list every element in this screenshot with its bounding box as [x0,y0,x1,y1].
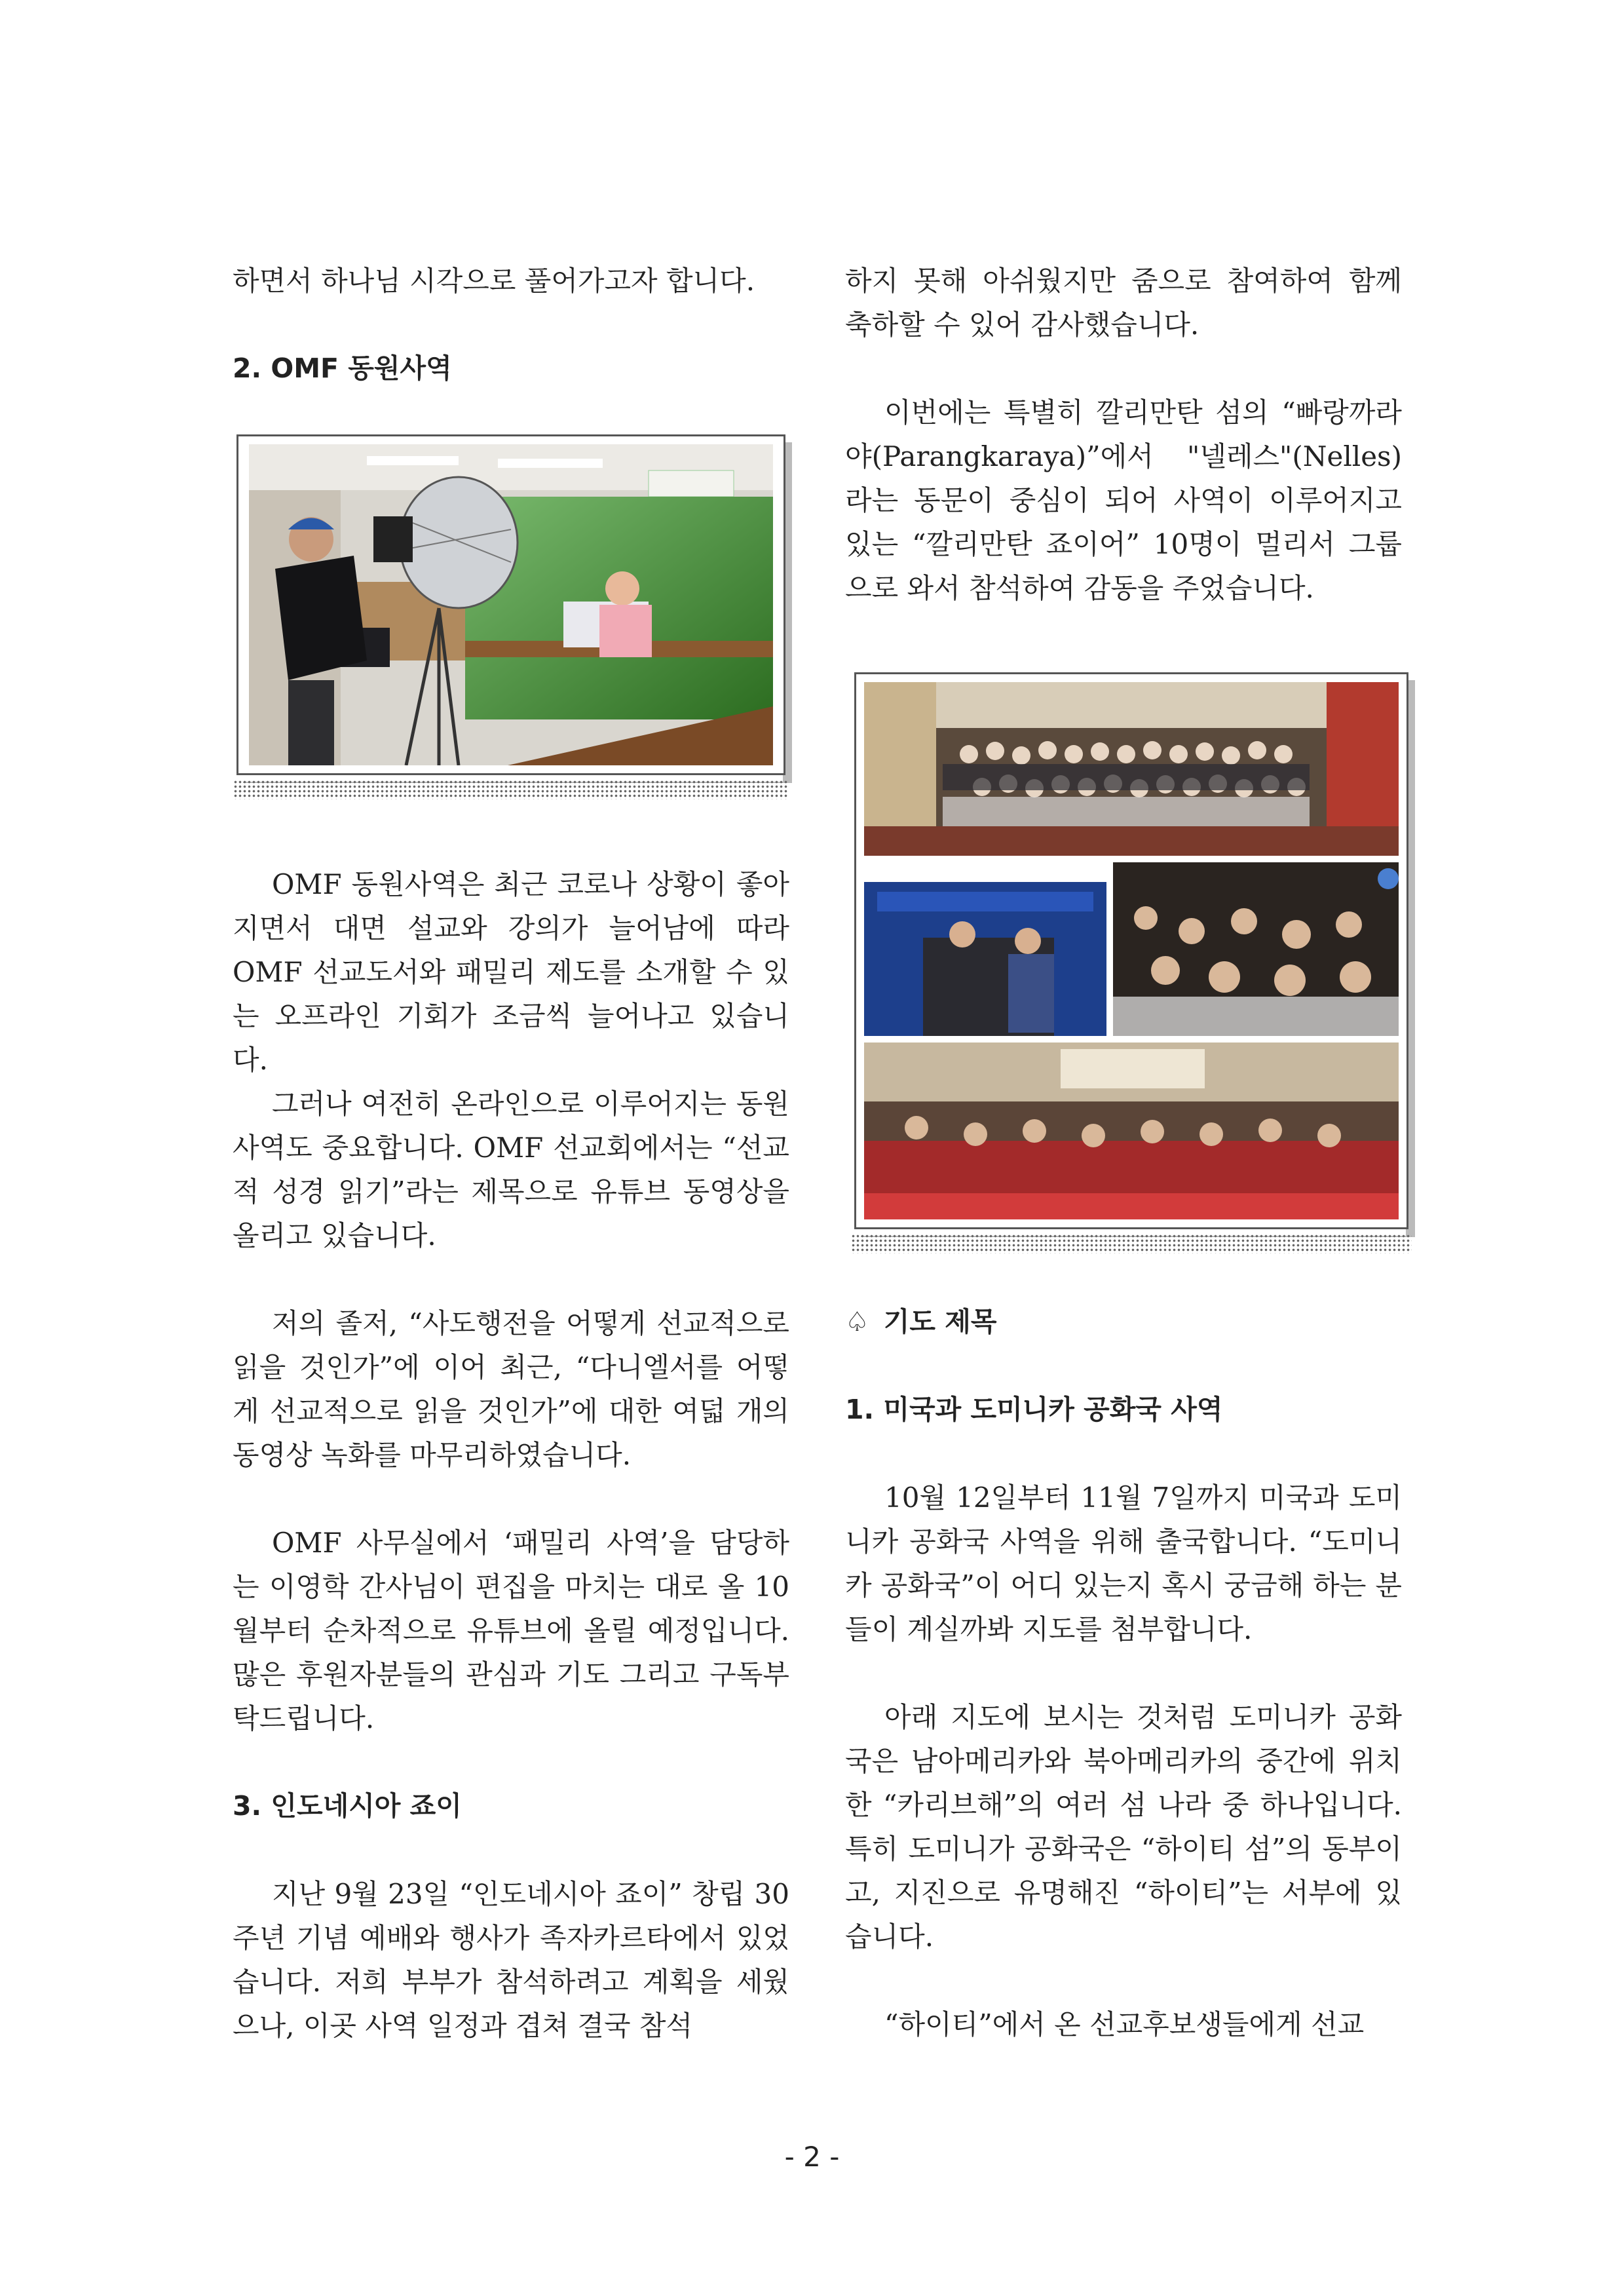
continued-paragraph: 하지 못해 아쉬웠지만 줌으로 참여하여 함께 축하할 수 있어 감사했습니다. [845,265,1402,341]
book-paragraph: 저의 졸저, “사도행전을 어떻게 선교적으로 읽을 것인가”에 이어 최근, “다니엘서를 어떻게 선교적으로 읽을 것인가”에 대한 여덟 개의 동영상 녹화를 마무리하였습니다. [233,1307,789,1471]
kalimantan-paragraph: 이번에는 특별히 깔리만탄 섬의 “빠랑까라야(Parangkaraya)”에서 "넬레스"(Nelles)라는 동문이 중심이 되어 사역이 이루어지고 있는 “깔리만탄 죠이어” 10명이 멀리서 그룹으로 와서 참석하여 감동을 주었습니다. [845,396,1402,604]
bell-icon: ♤ [845,1306,869,1337]
photo-dotted-border [233,780,789,799]
joy-anniversary-collage [854,672,1408,1229]
prayer-heading [845,1300,1402,1344]
intro-paragraph: 하면서 하나님 시각으로 풀어가고자 합니다. [233,265,755,297]
haiti-paragraph: “하이티”에서 온 선교후보생들에게 선교 [884,2008,1365,2040]
omf-paragraph-2: 그러나 여전히 온라인으로 이루어지는 동원사역도 중요합니다. OMF 선교회에서는 “선교적 성경 읽기”라는 제목으로 유튜브 동영상을 올리고 있습니다. [233,1088,789,1252]
indonesia-paragraph: 지난 9월 23일 “인도네시아 죠이” 창립 30주년 기념 예배와 행사가 족자카르타에서 있었습니다. 저희 부부가 참석하려고 계획을 세웠으나, 이곳 사역 일정과 겹쳐 결국 참석 [233,1878,789,2042]
studio-recording-image [249,444,773,765]
trip-paragraph: 10월 12일부터 11월 7일까지 미국과 도미니카 공화국 사역을 위해 출국합니다. “도미니카 공화국”이 어디 있는지 혹시 궁금해 하는 분들이 계실까봐 지도를 첨부합니다. [845,1482,1402,1645]
section-heading-us-dominican: 1. 미국과 도미니카 공화국 사역 [845,1394,1223,1425]
collage-image [864,682,1399,1219]
section-heading-indonesia: 3. 인도네시아 죠이 [233,1790,462,1822]
collage-dotted-border [851,1234,1412,1253]
left-column [233,259,789,2048]
section-heading-omf: 2. OMF 동원사역 [233,353,452,384]
map-paragraph: 아래 지도에 보시는 것처럼 도미니카 공화국은 남아메리카와 북아메리카의 중간에 위치한 “카리브해”의 여러 섬 나라 중 하나입니다. 특히 도미니가 공화국은 “하이티 섬”의 동부이고, 지진으로 유명해진 “하이티”는 서부에 있습니다. [845,1701,1402,1953]
right-column [845,259,1402,2046]
prayer-heading-text: 기도 제목 [883,1306,997,1337]
family-ministry-paragraph: OMF 사무실에서 ‘패밀리 사역’을 담당하는 이영학 간사님이 편집을 마치는 대로 올 10월부터 순차적으로 유튜브에 올릴 예정입니다. 많은 후원자분들의 관심과 기도 그리고 구독부탁드립니다. [233,1527,789,1734]
page-number: - 2 - [784,2141,840,2173]
omf-paragraph-1: OMF 동원사역은 최근 코로나 상황이 좋아지면서 대면 설교와 강의가 늘어남에 따라 OMF 선교도서와 패밀리 제도를 소개할 수 있는 오프라인 기회가 조금씩 늘어나고 있습니다. [233,868,789,1076]
omf-studio-photo [236,434,785,775]
